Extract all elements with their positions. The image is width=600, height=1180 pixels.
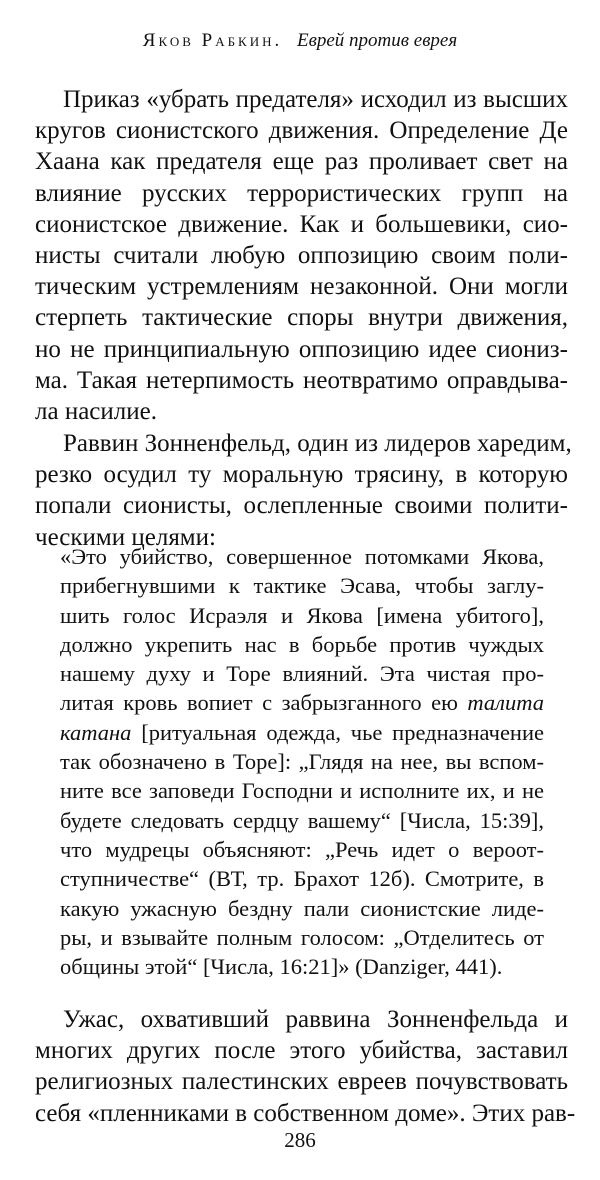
text-line: ступничестве“ (ВТ, тр. Брахот 12б). Смотрите, в xyxy=(60,866,544,892)
text-line: шить голос Исраэля и Якова [имена убитого], xyxy=(60,602,544,628)
text-line: прибегнувшими к тактике Эсава, чтобы заглу- xyxy=(60,573,544,599)
text-line: ла насилие. xyxy=(35,397,157,425)
text-line: тическим устремлениям незаконной. Они могли xyxy=(35,273,568,301)
text-line: Хаана как предателя еще раз проливает свет на xyxy=(35,148,568,176)
text-line: «Это убийство, совершенное потомками Якова, xyxy=(60,544,544,569)
text-line: попали сионисты, ослепленные своими полити- xyxy=(35,492,568,520)
text-line: но не принципиальную оппозицию идее сиониз- xyxy=(35,335,568,363)
text-segment: литая кровь вопиет с забрызганного ею xyxy=(60,690,468,716)
page-number: 286 xyxy=(284,1128,316,1152)
text-segment: [ритуальная одежда, чье предназначение xyxy=(131,719,544,745)
running-header xyxy=(0,30,600,52)
text-line: ры, и взывайте полным голосом: „Отделитесь от xyxy=(60,924,544,950)
text-line: многих других после этого убийства, заставил xyxy=(35,1037,568,1065)
text-line: ните все заповеди Господни и исполните их, и не xyxy=(60,778,544,804)
text-line: нашему духу и Торе влияний. Эта чистая про- xyxy=(60,661,544,687)
paragraph-3 xyxy=(35,1004,576,1129)
header-book-title: Еврей против еврея xyxy=(297,30,458,51)
text-line: сионистское движение. Как и большевики, сио- xyxy=(35,210,568,238)
block-quote xyxy=(60,542,544,981)
paragraph-1 xyxy=(35,84,568,427)
text-line: так обозначено в Торе]: „Глядя на нее, вы вспом- xyxy=(60,749,544,775)
text-line xyxy=(60,688,544,717)
text-line: ма. Такая нетерпимость неотвратимо оправдыва- xyxy=(35,366,568,394)
text-line: будете следовать сердцу вашему“ [Числа, 15:39], xyxy=(60,807,544,833)
text-line: стерпеть тактические споры внутри движения, xyxy=(35,304,568,332)
text-line: Приказ «убрать предателя» исходил из высших xyxy=(63,86,568,113)
text-line: должно укрепить нас в борьбе против чуждых xyxy=(60,631,544,657)
text-line: себя «пленниками в собственном доме». Этих рав- xyxy=(35,1099,576,1127)
header-author: Яков Рабкин. xyxy=(142,30,283,51)
text-line: какую ужасную бездну пали сионистские лиде- xyxy=(60,895,544,921)
text-line: религиозных палестинских евреев почувствовать xyxy=(35,1068,568,1096)
text-line: ческими целями: xyxy=(35,523,216,551)
text-line xyxy=(60,718,544,747)
text-line: общины этой“ [Числа, 16:21]» (Danziger, 441). xyxy=(60,954,503,980)
text-line: влияние русских террористических групп на xyxy=(35,179,568,207)
text-line: что мудрецы объясняют: „Речь идет о вероот- xyxy=(60,836,544,862)
text-line: Ужас, охвативший раввина Зонненфельда и xyxy=(63,1006,568,1033)
italic-term: катана xyxy=(60,719,132,745)
text-line: нисты считали любую оппозицию своим поли- xyxy=(35,241,568,269)
text-line: Раввин Зонненфельд, один из лидеров харедим, xyxy=(63,430,572,457)
text-line: кругов сионистского движения. Определение Де xyxy=(35,117,568,145)
paragraph-2 xyxy=(35,428,572,553)
italic-term: талита xyxy=(467,690,544,716)
text-line: резко осудил ту моральную трясину, в которую xyxy=(35,461,568,489)
